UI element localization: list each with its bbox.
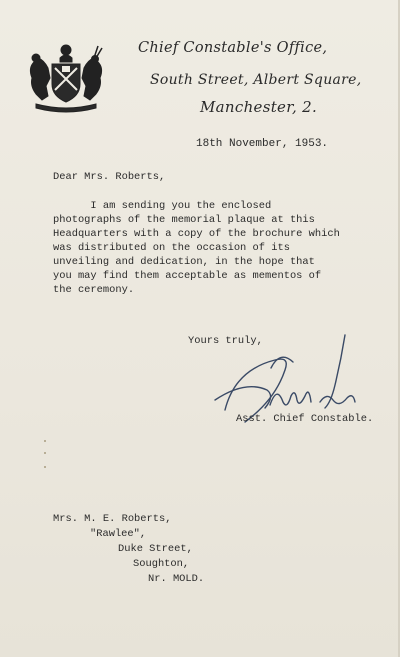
paper-speck: [44, 440, 46, 442]
paper-speck: [44, 452, 46, 454]
body-line: unveiling and dedication, in the hope that: [53, 256, 315, 268]
body-line: was distributed on the occasion of its: [53, 242, 290, 254]
body-line: you may find them acceptable as mementos of: [53, 270, 322, 282]
body-line: photographs of the memorial plaque at this: [53, 214, 315, 226]
body-line: Headquarters with a copy of the brochure which: [53, 228, 340, 240]
address-town: Soughton,: [133, 558, 190, 570]
salutation: Dear Mrs. Roberts,: [53, 171, 166, 183]
signatory-title: Asst. Chief Constable.: [236, 413, 374, 425]
paper-speck: [44, 466, 46, 468]
address-name: Mrs. M. E. Roberts,: [53, 513, 172, 525]
letter-date: 18th November, 1953.: [196, 138, 329, 150]
letterhead-line-office: Chief Constable's Office,: [138, 40, 328, 56]
body-line: the ceremony.: [53, 284, 135, 296]
closing: Yours truly,: [188, 335, 263, 347]
letterhead-line-city: Manchester, 2.: [200, 98, 318, 116]
address-street: Duke Street,: [118, 543, 193, 555]
letterhead-line-street: South Street, Albert Square,: [150, 72, 362, 88]
address-house: "Rawlee",: [90, 528, 147, 540]
body-line: I am sending you the enclosed: [53, 200, 272, 212]
address-area: Nr. MOLD.: [148, 573, 205, 585]
coat-of-arms-crest-icon: [22, 38, 110, 114]
